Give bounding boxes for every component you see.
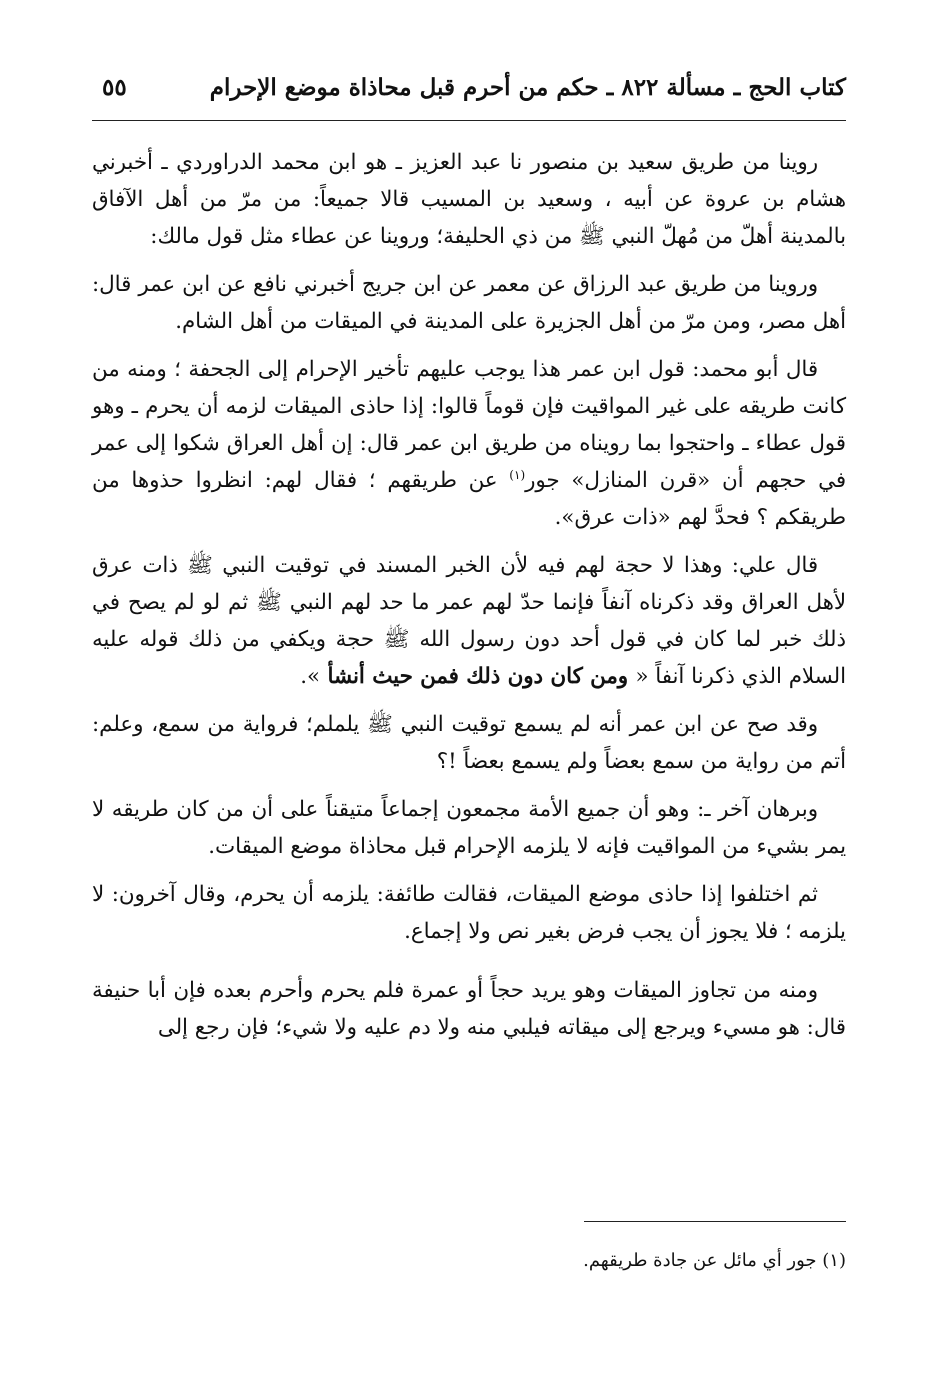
paragraph-1: روينا من طريق سعيد بن منصور نا عبد العزيز ـ هو ابن محمد الدراوردي ـ أخبرني هشام بن عروة عن أبيه ، وسعيد بن المسيب قالا جميعاً: من مرّ من أهل الآفاق بالمدينة أهلّ من مُهلّ النبي ﷺ من ذي الحليفة؛ وروينا عن عطاء مثل قول مالك: [92,150,846,249]
footnote-marker: (١) [509,467,526,482]
main-text [92,144,846,1057]
paragraph-6: وبرهان آخر ـ: وهو أن جميع الأمة مجمعون إجماعاً متيقناً على أن من كان طريقه لا يمر بشيء من المواقيت فإنه لا يلزمه الإحرام قبل محاذاة موضع الميقات. [92,797,846,859]
paragraph-7: ثم اختلفوا إذا حاذى موضع الميقات، فقالت طائفة: يلزمه أن يحرم، وقال آخرون: لا يلزمه ؛ فلا يجوز أن يجب فرض بغير نص ولا إجماع. [92,882,846,944]
running-title: كتاب الحج ـ مسألة ٨٢٢ ـ حكم من أحرم قبل محاذاة موضع الإحرام [209,74,846,101]
hadith-quote: ومن كان دون ذلك فمن حيث أنشأ [320,664,636,689]
paragraph-3 [92,351,846,536]
paragraph-5: وقد صح عن ابن عمر أنه لم يسمع توقيت النبي ﷺ يلملم؛ فرواية من سمع، وعلم: أتم من رواية من سمع بعضاً ولم يسمع بعضاً !؟ [92,712,846,774]
paragraph-8: ومنه من تجاوز الميقات وهو يريد حجاً أو عمرة فلم يحرم وأحرم بعده فإن أبا حنيفة قال: هو مسيء ويرجع إلى ميقاته فيلبي منه ولا دم عليه ولا شيء؛ فإن رجع إلى [92,978,846,1040]
page-number: ٥٥ [102,74,127,101]
paragraph-4 [92,547,846,695]
footnote: (١) جور أي مائل عن جادة طريقهم. [583,1250,846,1271]
paragraph-2: وروينا من طريق عبد الرزاق عن معمر عن ابن جريج أخبرني نافع عن ابن عمر قال: أهل مصر، ومن مرّ من أهل الجزيرة على المدينة في الميقات من أهل الشام. [92,272,846,334]
page-header [92,66,846,114]
paragraph-4-text-b: ». [300,664,321,689]
paragraph-3-text-a: قال أبو محمد: قول ابن عمر هذا يوجب عليهم تأخير الإحرام إلى الجحفة ؛ ومنه من كانت طريقه على غير المواقيت فإن قوماً قالوا: إذا حاذى الميقات لزمه أن يحرم ـ وهو قول عطاء ـ واحتجوا بما رويناه من طريق ابن عمر قال: إن أهل العراق شكوا إلى عمر في حجهم أن «قرن المنازل» جور [92,357,846,493]
footnote-divider [584,1221,846,1222]
header-divider [92,120,846,121]
paragraph-4-text-a: قال علي: وهذا لا حجة لهم فيه لأن الخبر المسند في توقيت النبي ﷺ ذات عرق لأهل العراق وقد ذكرناه آنفاً فإنما حدّ لهم عمر ما حد لهم النبي ﷺ ثم لو لم يصح في ذلك خبر لما كان في قول أحد دون رسول الله ﷺ حجة ويكفي من ذلك قوله عليه السلام الذي ذكرنا آنفاً « [92,553,846,689]
paragraph-3-text-b: عن طريقهم ؛ فقال لهم: انظروا حذوها من طريقكم ؟ فحدَّ لهم «ذات عرق». [92,468,846,530]
